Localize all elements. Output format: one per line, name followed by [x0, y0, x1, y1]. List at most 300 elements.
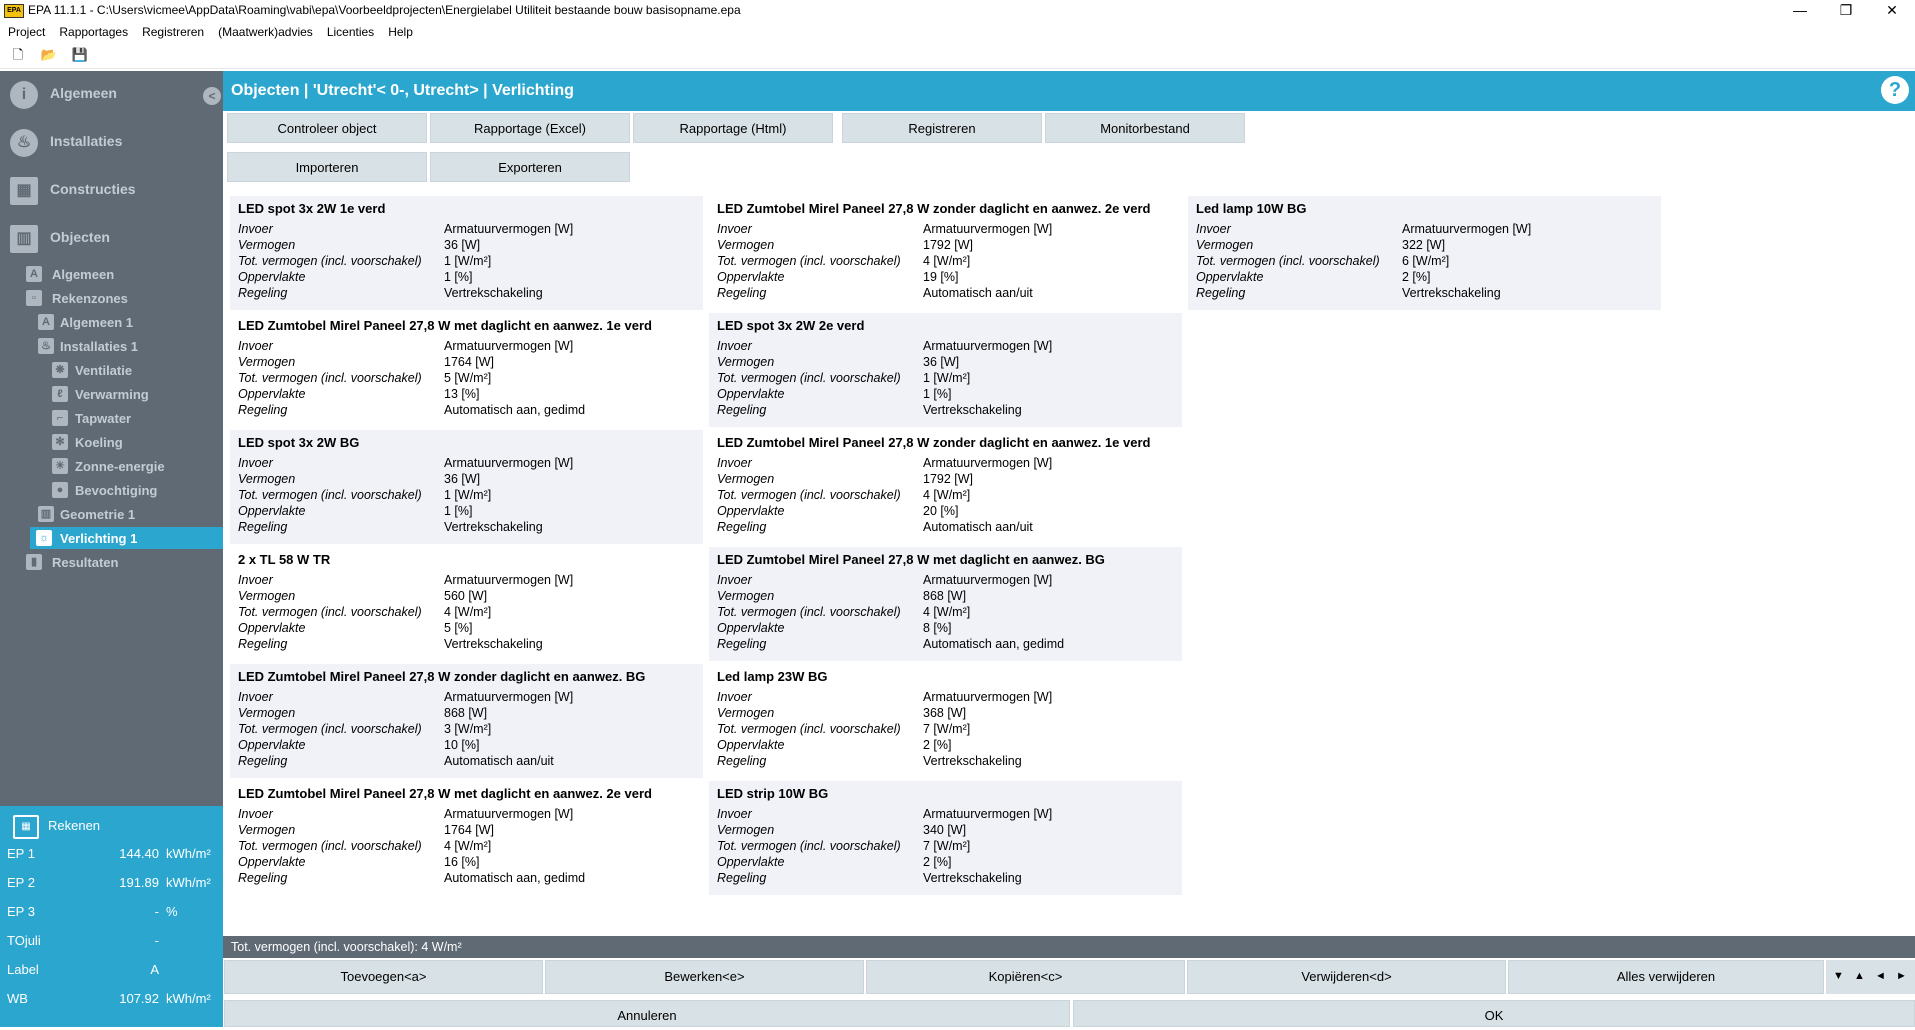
- result-row-tojuli: [0, 929, 223, 953]
- lighting-object-card[interactable]: [709, 196, 1182, 310]
- card-field-row: [238, 605, 695, 621]
- field-value: 36 [W]: [923, 355, 960, 369]
- field-label: Oppervlakte: [238, 387, 306, 401]
- field-label: Vermogen: [238, 589, 296, 603]
- card-field-row: [717, 637, 1174, 653]
- field-value: 4 [W/m²]: [444, 605, 492, 619]
- card-title: LED strip 10W BG: [717, 786, 829, 801]
- card-field-row: [238, 573, 695, 589]
- field-value: 322 [W]: [1402, 238, 1446, 252]
- field-label: Invoer: [238, 456, 273, 470]
- result-value: 191.89: [119, 875, 159, 890]
- page-header: [223, 71, 1915, 111]
- lighting-object-card[interactable]: [709, 313, 1182, 427]
- card-field-row: [238, 839, 695, 855]
- arrow-right-icon[interactable]: ►: [1896, 970, 1907, 982]
- card-field-row: [238, 286, 695, 302]
- card-field-row: [238, 637, 695, 653]
- menu-help[interactable]: Help: [388, 25, 413, 39]
- lighting-object-card[interactable]: [709, 547, 1182, 661]
- lighting-object-card[interactable]: [230, 313, 703, 427]
- card-field-row: [238, 270, 695, 286]
- card-field-row: [238, 823, 695, 839]
- menu-rapportages[interactable]: Rapportages: [59, 25, 129, 39]
- field-value: Armatuurvermogen [W]: [923, 690, 1053, 704]
- card-field-row: [1196, 286, 1653, 302]
- field-value: Automatisch aan/uit: [444, 754, 554, 768]
- field-label: Invoer: [1196, 222, 1231, 236]
- field-value: 2 [%]: [1402, 270, 1431, 284]
- field-label: Tot. vermogen (incl. voorschakel): [717, 254, 901, 268]
- maximize-button[interactable]: ❐: [1839, 2, 1853, 18]
- app-icon: EPA: [4, 4, 24, 18]
- card-field-row: [238, 339, 695, 355]
- card-field-row: [238, 472, 695, 488]
- field-value: Armatuurvermogen [W]: [444, 222, 574, 236]
- field-value: Armatuurvermogen [W]: [444, 573, 574, 587]
- exporteren-button[interactable]: Exporteren: [430, 152, 630, 182]
- card-field-row: [238, 690, 695, 706]
- field-label: Vermogen: [717, 238, 775, 252]
- card-field-row: [717, 222, 1174, 238]
- card-field-row: [717, 520, 1174, 536]
- field-label: Invoer: [717, 456, 752, 470]
- card-title: Led lamp 23W BG: [717, 669, 828, 684]
- flame-icon: ♨: [10, 129, 38, 157]
- card-field-row: [238, 754, 695, 770]
- lighting-object-card[interactable]: [230, 196, 703, 310]
- field-value: 7 [W/m²]: [923, 839, 971, 853]
- field-label: Invoer: [717, 222, 752, 236]
- field-value: 560 [W]: [444, 589, 488, 603]
- field-value: 3 [W/m²]: [444, 722, 492, 736]
- arrow-up-icon[interactable]: ▲: [1854, 970, 1865, 982]
- nav-sub-resultaten[interactable]: [0, 551, 223, 573]
- menu-licenties[interactable]: Licenties: [326, 25, 375, 39]
- open-folder-icon[interactable]: 📂: [40, 47, 58, 62]
- field-value: 1 [%]: [444, 270, 473, 284]
- field-label: Vermogen: [717, 823, 775, 837]
- field-label: Tot. vermogen (incl. voorschakel): [717, 605, 901, 619]
- card-field-row: [717, 254, 1174, 270]
- field-value: 16 [%]: [444, 855, 480, 869]
- flame-icon: ♨: [38, 338, 54, 354]
- nav-sub-label: Resultaten: [52, 555, 119, 570]
- card-field-row: [717, 855, 1174, 871]
- nav-sub-label: Rekenzones: [52, 291, 128, 306]
- card-field-row: [238, 589, 695, 605]
- card-field-row: [238, 738, 695, 754]
- field-label: Tot. vermogen (incl. voorschakel): [717, 722, 901, 736]
- toevoegen-button[interactable]: Toevoegen<a>: [224, 960, 543, 994]
- result-row-label: [0, 958, 223, 982]
- field-value: Automatisch aan/uit: [923, 286, 1033, 300]
- card-field-row: [717, 754, 1174, 770]
- result-row-wb: [0, 987, 223, 1011]
- arrow-down-icon[interactable]: ▼: [1833, 970, 1844, 982]
- rapportage-html-button[interactable]: Rapportage (Html): [633, 113, 833, 143]
- nav-installaties[interactable]: [0, 121, 223, 161]
- field-value: 2 [%]: [923, 855, 952, 869]
- nav-constructies-label: Constructies: [50, 181, 136, 197]
- rapportage-excel-button[interactable]: Rapportage (Excel): [430, 113, 630, 143]
- menu-registreren[interactable]: Registreren: [142, 25, 205, 39]
- lighting-object-card[interactable]: [1188, 196, 1661, 310]
- result-unit: kWh/m²: [166, 846, 211, 861]
- card-title: LED Zumtobel Mirel Paneel 27,8 W met daglicht en aanwez. 1e verd: [238, 318, 652, 333]
- annuleren-button[interactable]: Annuleren: [224, 1000, 1070, 1027]
- field-label: Tot. vermogen (incl. voorschakel): [238, 254, 422, 268]
- nav-sub-geometrie-1[interactable]: [0, 503, 223, 525]
- status-bar: [223, 936, 1915, 958]
- field-value: 1792 [W]: [923, 238, 974, 252]
- card-title: LED Zumtobel Mirel Paneel 27,8 W zonder daglicht en aanwez. 1e verd: [717, 435, 1151, 450]
- fan-icon: ❋: [52, 362, 68, 378]
- close-button[interactable]: ✕: [1886, 2, 1898, 18]
- field-label: Regeling: [717, 286, 767, 300]
- nav-sub-label: Installaties 1: [60, 339, 139, 354]
- field-label: Regeling: [717, 637, 767, 651]
- field-label: Regeling: [717, 403, 767, 417]
- field-value: Armatuurvermogen [W]: [444, 456, 574, 470]
- card-field-row: [1196, 238, 1653, 254]
- lighting-object-card[interactable]: [230, 664, 703, 778]
- field-value: Vertrekschakeling: [444, 520, 543, 534]
- field-label: Vermogen: [238, 472, 296, 486]
- field-value: 36 [W]: [444, 472, 481, 486]
- result-key: TOjuli: [7, 933, 41, 948]
- card-field-row: [717, 738, 1174, 754]
- navigation-arrows: [1826, 960, 1915, 994]
- card-title: LED Zumtobel Mirel Paneel 27,8 W met daglicht en aanwez. 2e verd: [238, 786, 652, 801]
- field-label: Invoer: [717, 339, 752, 353]
- field-value: 2 [%]: [923, 738, 952, 752]
- rekenen-label: Rekenen: [48, 818, 101, 833]
- card-field-row: [238, 254, 695, 270]
- field-value: Armatuurvermogen [W]: [444, 339, 574, 353]
- field-label: Oppervlakte: [717, 621, 785, 635]
- field-label: Invoer: [717, 690, 752, 704]
- field-label: Oppervlakte: [238, 504, 306, 518]
- nav-sub-bevochtiging[interactable]: [0, 479, 223, 501]
- nav-sub-label: Zonne-energie: [75, 459, 165, 474]
- result-key: EP 3: [7, 904, 35, 919]
- card-field-row: [717, 871, 1174, 887]
- field-value: Armatuurvermogen [W]: [444, 690, 574, 704]
- field-label: Regeling: [717, 871, 767, 885]
- field-label: Invoer: [238, 222, 273, 236]
- field-label: Tot. vermogen (incl. voorschakel): [717, 488, 901, 502]
- card-field-row: [238, 855, 695, 871]
- field-label: Oppervlakte: [717, 855, 785, 869]
- ok-button[interactable]: OK: [1073, 1000, 1915, 1027]
- field-label: Tot. vermogen (incl. voorschakel): [238, 722, 422, 736]
- field-value: 1 [W/m²]: [923, 371, 971, 385]
- nav-sub-label: Verwarming: [75, 387, 149, 402]
- field-value: 1 [W/m²]: [444, 488, 492, 502]
- field-label: Regeling: [238, 286, 288, 300]
- field-label: Regeling: [238, 403, 288, 417]
- field-label: Tot. vermogen (incl. voorschakel): [238, 371, 422, 385]
- field-value: 368 [W]: [923, 706, 967, 720]
- nav-sub-installaties-1[interactable]: [0, 335, 223, 357]
- calculator-icon: ▦: [13, 815, 39, 839]
- field-label: Oppervlakte: [238, 621, 306, 635]
- field-value: Armatuurvermogen [W]: [1402, 222, 1532, 236]
- status-text: Tot. vermogen (incl. voorschakel): 4 W/m²: [231, 940, 462, 954]
- field-value: Vertrekschakeling: [1402, 286, 1501, 300]
- field-label: Oppervlakte: [717, 504, 785, 518]
- card-field-row: [717, 573, 1174, 589]
- card-field-row: [1196, 270, 1653, 286]
- alles-verwijderen-button[interactable]: Alles verwijderen: [1508, 960, 1824, 994]
- nav-sub-algemeen-1[interactable]: [0, 311, 223, 333]
- card-field-row: [238, 238, 695, 254]
- card-field-row: [1196, 222, 1653, 238]
- field-label: Invoer: [238, 339, 273, 353]
- field-value: 36 [W]: [444, 238, 481, 252]
- kopieren-button[interactable]: Kopiëren<c>: [866, 960, 1185, 994]
- nav-sub-label: Koeling: [75, 435, 123, 450]
- card-title: LED Zumtobel Mirel Paneel 27,8 W zonder daglicht en aanwez. 2e verd: [717, 201, 1151, 216]
- nav-sub-label: Bevochtiging: [75, 483, 158, 498]
- card-field-row: [717, 690, 1174, 706]
- field-value: 5 [%]: [444, 621, 473, 635]
- nav-sub-rekenzones[interactable]: [0, 287, 223, 309]
- card-field-row: [238, 355, 695, 371]
- field-value: Vertrekschakeling: [923, 871, 1022, 885]
- field-value: Automatisch aan, gedimd: [923, 637, 1065, 651]
- tap-icon: ⌐: [52, 410, 68, 426]
- field-label: Invoer: [238, 573, 273, 587]
- verwijderen-button[interactable]: Verwijderen<d>: [1187, 960, 1506, 994]
- nav-algemeen[interactable]: [0, 73, 223, 113]
- card-field-row: [238, 504, 695, 520]
- lighting-object-card[interactable]: [230, 547, 703, 661]
- rekenen-button[interactable]: [0, 806, 223, 842]
- letter-a-icon: A: [38, 314, 54, 330]
- field-label: Vermogen: [238, 355, 296, 369]
- field-label: Invoer: [238, 807, 273, 821]
- field-value: Vertrekschakeling: [444, 286, 543, 300]
- card-field-row: [717, 839, 1174, 855]
- result-key: Label: [7, 962, 39, 977]
- info-icon: i: [10, 81, 38, 109]
- result-row-ep1: [0, 842, 223, 866]
- result-value: -: [154, 933, 159, 948]
- result-unit: kWh/m²: [166, 875, 211, 890]
- field-value: 1 [%]: [444, 504, 473, 518]
- arrow-left-icon[interactable]: ◄: [1875, 970, 1886, 982]
- nav-sub-koeling[interactable]: [0, 431, 223, 453]
- card-field-row: [238, 621, 695, 637]
- field-value: Automatisch aan/uit: [923, 520, 1033, 534]
- field-value: 13 [%]: [444, 387, 480, 401]
- card-field-row: [717, 371, 1174, 387]
- thermometer-icon: ℓ: [52, 386, 68, 402]
- field-label: Regeling: [238, 520, 288, 534]
- nav-objecten-label: Objecten: [50, 229, 110, 245]
- field-label: Invoer: [238, 690, 273, 704]
- nav-sub-label: Algemeen 1: [60, 315, 133, 330]
- card-field-row: [238, 371, 695, 387]
- field-label: Regeling: [1196, 286, 1246, 300]
- nav-sub-verwarming[interactable]: [0, 383, 223, 405]
- card-field-row: [717, 270, 1174, 286]
- card-field-row: [717, 823, 1174, 839]
- card-field-row: [717, 722, 1174, 738]
- field-label: Tot. vermogen (incl. voorschakel): [238, 839, 422, 853]
- field-label: Vermogen: [717, 355, 775, 369]
- field-value: 1 [%]: [923, 387, 952, 401]
- field-value: Armatuurvermogen [W]: [923, 807, 1053, 821]
- new-file-icon[interactable]: 🗋: [12, 47, 24, 62]
- nav-sub-zonne-energie[interactable]: [0, 455, 223, 477]
- minimize-button[interactable]: —: [1793, 2, 1807, 18]
- field-label: Tot. vermogen (incl. voorschakel): [238, 605, 422, 619]
- field-label: Vermogen: [1196, 238, 1254, 252]
- result-key: EP 2: [7, 875, 35, 890]
- registreren-button[interactable]: Registreren: [842, 113, 1042, 143]
- field-label: Oppervlakte: [238, 738, 306, 752]
- field-label: Regeling: [238, 871, 288, 885]
- field-label: Tot. vermogen (incl. voorschakel): [717, 371, 901, 385]
- title-bar: [0, 0, 1915, 22]
- letter-a-icon: A: [26, 266, 42, 282]
- card-title: Led lamp 10W BG: [1196, 201, 1307, 216]
- card-field-row: [717, 238, 1174, 254]
- field-label: Tot. vermogen (incl. voorschakel): [238, 488, 422, 502]
- nav-sub-tapwater[interactable]: [0, 407, 223, 429]
- card-field-row: [717, 339, 1174, 355]
- field-value: Armatuurvermogen [W]: [923, 339, 1053, 353]
- card-field-row: [238, 403, 695, 419]
- field-label: Vermogen: [717, 706, 775, 720]
- field-value: 868 [W]: [923, 589, 967, 603]
- layout-icon: ▦: [10, 177, 38, 205]
- field-value: 1792 [W]: [923, 472, 974, 486]
- nav-algemeen-label: Algemeen: [50, 85, 117, 101]
- field-value: 868 [W]: [444, 706, 488, 720]
- result-key: WB: [7, 991, 28, 1006]
- card-field-row: [717, 504, 1174, 520]
- field-value: Armatuurvermogen [W]: [923, 222, 1053, 236]
- field-value: 1764 [W]: [444, 355, 495, 369]
- lighting-object-card[interactable]: [709, 430, 1182, 544]
- field-value: Vertrekschakeling: [923, 403, 1022, 417]
- bewerken-button[interactable]: Bewerken<e>: [545, 960, 864, 994]
- card-title: LED spot 3x 2W 1e verd: [238, 201, 386, 216]
- monitorbestand-button[interactable]: Monitorbestand: [1045, 113, 1245, 143]
- field-value: 4 [W/m²]: [444, 839, 492, 853]
- menu-maatwerkadvies[interactable]: (Maatwerk)advies: [218, 25, 313, 39]
- lighting-objects-grid: [230, 196, 1670, 936]
- field-value: Vertrekschakeling: [923, 754, 1022, 768]
- field-value: 7 [W/m²]: [923, 722, 971, 736]
- controleer-object-button[interactable]: Controleer object: [227, 113, 427, 143]
- nav-sub-label: Verlichting 1: [60, 531, 138, 546]
- field-value: 8 [%]: [923, 621, 952, 635]
- sun-icon: ☀: [52, 458, 68, 474]
- card-field-row: [717, 605, 1174, 621]
- card-field-row: [717, 706, 1174, 722]
- sidebar: [0, 71, 223, 806]
- nav-sub-label: Ventilatie: [75, 363, 133, 378]
- help-icon[interactable]: ?: [1881, 76, 1909, 104]
- field-value: Armatuurvermogen [W]: [923, 573, 1053, 587]
- field-label: Regeling: [717, 754, 767, 768]
- nav-sub-label: Tapwater: [75, 411, 132, 426]
- building-icon: ▥: [10, 225, 38, 253]
- importeren-button[interactable]: Importeren: [227, 152, 427, 182]
- nav-constructies[interactable]: [0, 169, 223, 209]
- card-field-row: [238, 488, 695, 504]
- card-field-row: [717, 403, 1174, 419]
- field-label: Regeling: [238, 637, 288, 651]
- field-value: Armatuurvermogen [W]: [923, 456, 1053, 470]
- result-value: A: [150, 962, 159, 977]
- field-label: Vermogen: [238, 238, 296, 252]
- result-value: 107.92: [119, 991, 159, 1006]
- lighting-object-card[interactable]: [230, 781, 703, 895]
- card-field-row: [717, 488, 1174, 504]
- nav-sub-ventilatie[interactable]: [0, 359, 223, 381]
- field-label: Regeling: [238, 754, 288, 768]
- result-row-ep2: [0, 871, 223, 895]
- nav-sub-label: Algemeen: [52, 267, 115, 282]
- field-label: Invoer: [717, 807, 752, 821]
- field-label: Oppervlakte: [717, 270, 785, 284]
- card-title: LED Zumtobel Mirel Paneel 27,8 W met daglicht en aanwez. BG: [717, 552, 1105, 567]
- field-value: 20 [%]: [923, 504, 959, 518]
- card-title: LED spot 3x 2W 2e verd: [717, 318, 865, 333]
- result-value: 144.40: [119, 846, 159, 861]
- nav-sub-algemeen[interactable]: [0, 263, 223, 285]
- field-label: Tot. vermogen (incl. voorschakel): [717, 839, 901, 853]
- save-icon[interactable]: 💾: [71, 47, 89, 62]
- card-field-row: [238, 722, 695, 738]
- lighting-object-card[interactable]: [709, 664, 1182, 778]
- field-value: 10 [%]: [444, 738, 480, 752]
- field-label: Tot. vermogen (incl. voorschakel): [1196, 254, 1380, 268]
- card-field-row: [1196, 254, 1653, 270]
- nav-sub-verlichting-1[interactable]: [30, 527, 223, 549]
- card-field-row: [717, 472, 1174, 488]
- card-title: LED Zumtobel Mirel Paneel 27,8 W zonder daglicht en aanwez. BG: [238, 669, 646, 684]
- field-label: Invoer: [717, 573, 752, 587]
- field-label: Oppervlakte: [717, 387, 785, 401]
- field-label: Regeling: [717, 520, 767, 534]
- field-value: 5 [W/m²]: [444, 371, 492, 385]
- field-label: Oppervlakte: [1196, 270, 1264, 284]
- nav-objecten[interactable]: [0, 217, 223, 257]
- field-label: Oppervlakte: [717, 738, 785, 752]
- collapse-sidebar-button[interactable]: <: [203, 87, 221, 105]
- card-field-row: [238, 807, 695, 823]
- field-label: Vermogen: [717, 589, 775, 603]
- lighting-object-card[interactable]: [709, 781, 1182, 895]
- field-value: 19 [%]: [923, 270, 959, 284]
- menu-project[interactable]: Project: [8, 25, 46, 39]
- field-label: Vermogen: [717, 472, 775, 486]
- field-value: Armatuurvermogen [W]: [444, 807, 574, 821]
- card-title: 2 x TL 58 W TR: [238, 552, 331, 567]
- menu-bar: [0, 22, 1915, 42]
- lightbulb-icon: ☼: [36, 530, 52, 546]
- zones-icon: ▫: [26, 290, 42, 306]
- card-field-row: [717, 807, 1174, 823]
- lighting-object-card[interactable]: [230, 430, 703, 544]
